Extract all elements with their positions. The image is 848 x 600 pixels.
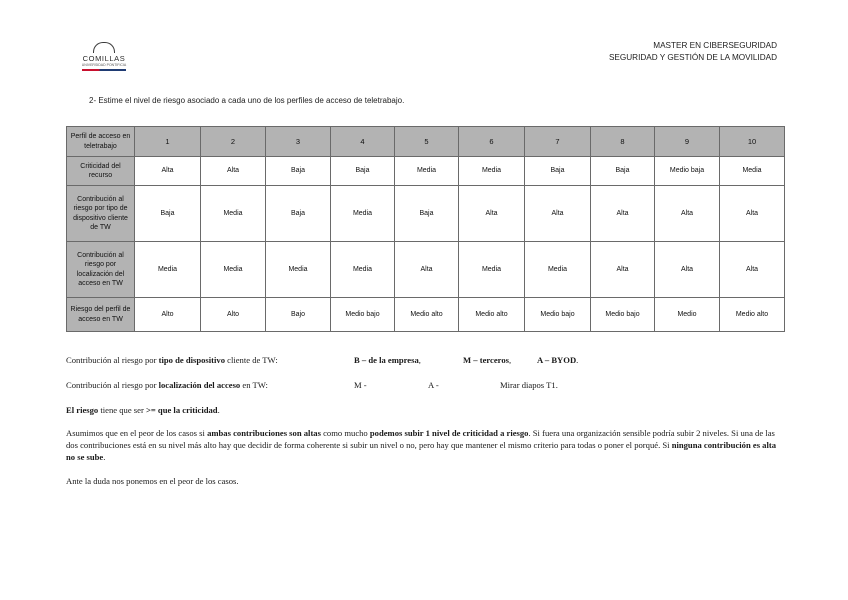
para-text-4: . xyxy=(103,452,106,462)
table-cell: Baja xyxy=(591,157,655,186)
profile-column-header: 3 xyxy=(266,127,331,157)
table-cell: Medio bajo xyxy=(331,298,395,332)
profile-column-header: 9 xyxy=(655,127,720,157)
device-options xyxy=(354,355,421,365)
device-option-m: M – terceros xyxy=(463,355,509,365)
para-bold-2: podemos subir 1 nivel de criticidad a riesgo xyxy=(369,428,529,438)
table-cell: Alta xyxy=(655,186,720,242)
risk-table xyxy=(66,126,785,332)
table-cell: Media xyxy=(459,242,525,298)
table-cell: Alta xyxy=(525,186,591,242)
profile-column-header: 6 xyxy=(459,127,525,157)
table-cell: Baja xyxy=(135,186,201,242)
table-cell: Media xyxy=(720,157,785,186)
table-row xyxy=(67,157,785,186)
logo-name: COMILLAS xyxy=(82,54,126,63)
assumption-paragraph xyxy=(66,427,782,463)
profile-column-header: 8 xyxy=(591,127,655,157)
profile-column-header: 2 xyxy=(201,127,266,157)
profile-column-header: 7 xyxy=(525,127,591,157)
device-suffix: cliente de TW: xyxy=(225,355,278,365)
location-a: A - xyxy=(428,380,439,390)
table-cell: Media xyxy=(135,242,201,298)
device-option-a: A – BYOD xyxy=(537,355,577,365)
device-option-b: B – de la empresa xyxy=(354,355,419,365)
para-bold-1: ambas contribuciones son altas xyxy=(207,428,321,438)
rule-end: . xyxy=(217,405,220,415)
profile-column-header: 10 xyxy=(720,127,785,157)
row-label: Riesgo del perfil de acceso en TW xyxy=(67,298,135,332)
question-text: 2- Estime el nivel de riesgo asociado a cada uno de los perfiles de acceso de teletrabajo. xyxy=(89,96,405,105)
location-suffix: en TW: xyxy=(240,380,268,390)
table-cell: Baja xyxy=(266,157,331,186)
table-cell: Media xyxy=(201,186,266,242)
table-cell: Alto xyxy=(135,298,201,332)
table-cell: Media xyxy=(331,242,395,298)
table-header-row xyxy=(67,127,785,157)
table-cell: Medio xyxy=(655,298,720,332)
table-cell: Medio bajo xyxy=(591,298,655,332)
table-cell: Baja xyxy=(395,186,459,242)
table-cell: Alta xyxy=(591,186,655,242)
table-cell: Baja xyxy=(331,157,395,186)
table-row xyxy=(67,242,785,298)
rule-mid: tiene que ser xyxy=(98,405,146,415)
table-cell: Alta xyxy=(135,157,201,186)
university-logo xyxy=(78,42,130,72)
logo-stripe xyxy=(82,69,126,71)
logo-emblem-icon xyxy=(93,42,115,53)
table-cell: Medio alto xyxy=(395,298,459,332)
device-prefix: Contribución al riesgo por xyxy=(66,355,159,365)
table-cell: Medio alto xyxy=(720,298,785,332)
table-cell: Bajo xyxy=(266,298,331,332)
table-cell: Baja xyxy=(266,186,331,242)
table-cell: Medio alto xyxy=(459,298,525,332)
device-option-b-sep: , xyxy=(418,355,421,365)
document-header xyxy=(609,40,777,63)
table-cell: Alta xyxy=(201,157,266,186)
profile-column-header: 5 xyxy=(395,127,459,157)
location-contribution-line xyxy=(66,380,268,390)
table-row xyxy=(67,298,785,332)
table-cell: Alto xyxy=(201,298,266,332)
row-label: Criticidad del recurso xyxy=(67,157,135,186)
table-cell: Media xyxy=(331,186,395,242)
table-cell: Baja xyxy=(525,157,591,186)
location-bold: localización del acceso xyxy=(158,380,241,390)
closing-line: Ante la duda nos ponemos en el peor de los casos. xyxy=(66,476,239,486)
para-text-3: . Si fuera una organización sensible podría subir 2 niveles. Si una de las dos contribuciones está en su nivel más alto hay que decidir de forma coherente si subir un nivel o no, pero hay que mantener el mismo criterio para todas o poner el porqué. Si xyxy=(66,428,775,450)
table-cell: Alta xyxy=(720,242,785,298)
location-prefix: Contribución al riesgo por xyxy=(66,380,159,390)
device-bold: tipo de dispositivo xyxy=(158,355,225,365)
table-cell: Medio bajo xyxy=(525,298,591,332)
profile-column-header: 4 xyxy=(331,127,395,157)
table-cell: Alta xyxy=(655,242,720,298)
location-m: M - xyxy=(354,380,367,390)
table-cell: Alta xyxy=(591,242,655,298)
table-cell: Alta xyxy=(720,186,785,242)
header-program: MASTER EN CIBERSEGURIDAD xyxy=(653,41,777,50)
table-row xyxy=(67,186,785,242)
table-cell: Media xyxy=(266,242,331,298)
para-text-1: Asumimos que en el peor de los casos si xyxy=(66,428,208,438)
rule-bold-risk: El riesgo xyxy=(66,405,99,415)
device-contribution-line xyxy=(66,355,278,365)
table-cell: Media xyxy=(395,157,459,186)
para-bold-3: ninguna contribución es alta no se sube xyxy=(66,440,777,462)
location-reference: Mirar diapos T1. xyxy=(500,380,558,390)
rule-bold-criticality: >= que la criticidad xyxy=(145,405,218,415)
header-course: SEGURIDAD Y GESTIÓN DE LA MOVILIDAD xyxy=(608,52,777,62)
table-cell: Alta xyxy=(459,186,525,242)
table-cell: Medio baja xyxy=(655,157,720,186)
device-option-m-wrap xyxy=(463,355,511,365)
para-text-2: como mucho xyxy=(320,428,370,438)
table-header-label: Perfil de acceso en teletrabajo xyxy=(67,127,135,157)
row-label: Contribución al riesgo por tipo de dispositivo cliente de TW xyxy=(67,186,135,242)
row-label: Contribución al riesgo por localización del acceso en TW xyxy=(67,242,135,298)
table-cell: Alta xyxy=(395,242,459,298)
table-cell: Media xyxy=(201,242,266,298)
logo-subtitle: UNIVERSIDAD PONTIFICIA xyxy=(81,63,127,67)
table-cell: Media xyxy=(525,242,591,298)
device-option-a-wrap xyxy=(537,355,578,365)
device-option-a-sep: . xyxy=(576,355,579,365)
device-option-m-sep: , xyxy=(508,355,512,365)
table-cell: Media xyxy=(459,157,525,186)
risk-rule-line xyxy=(66,405,220,415)
profile-column-header: 1 xyxy=(135,127,201,157)
